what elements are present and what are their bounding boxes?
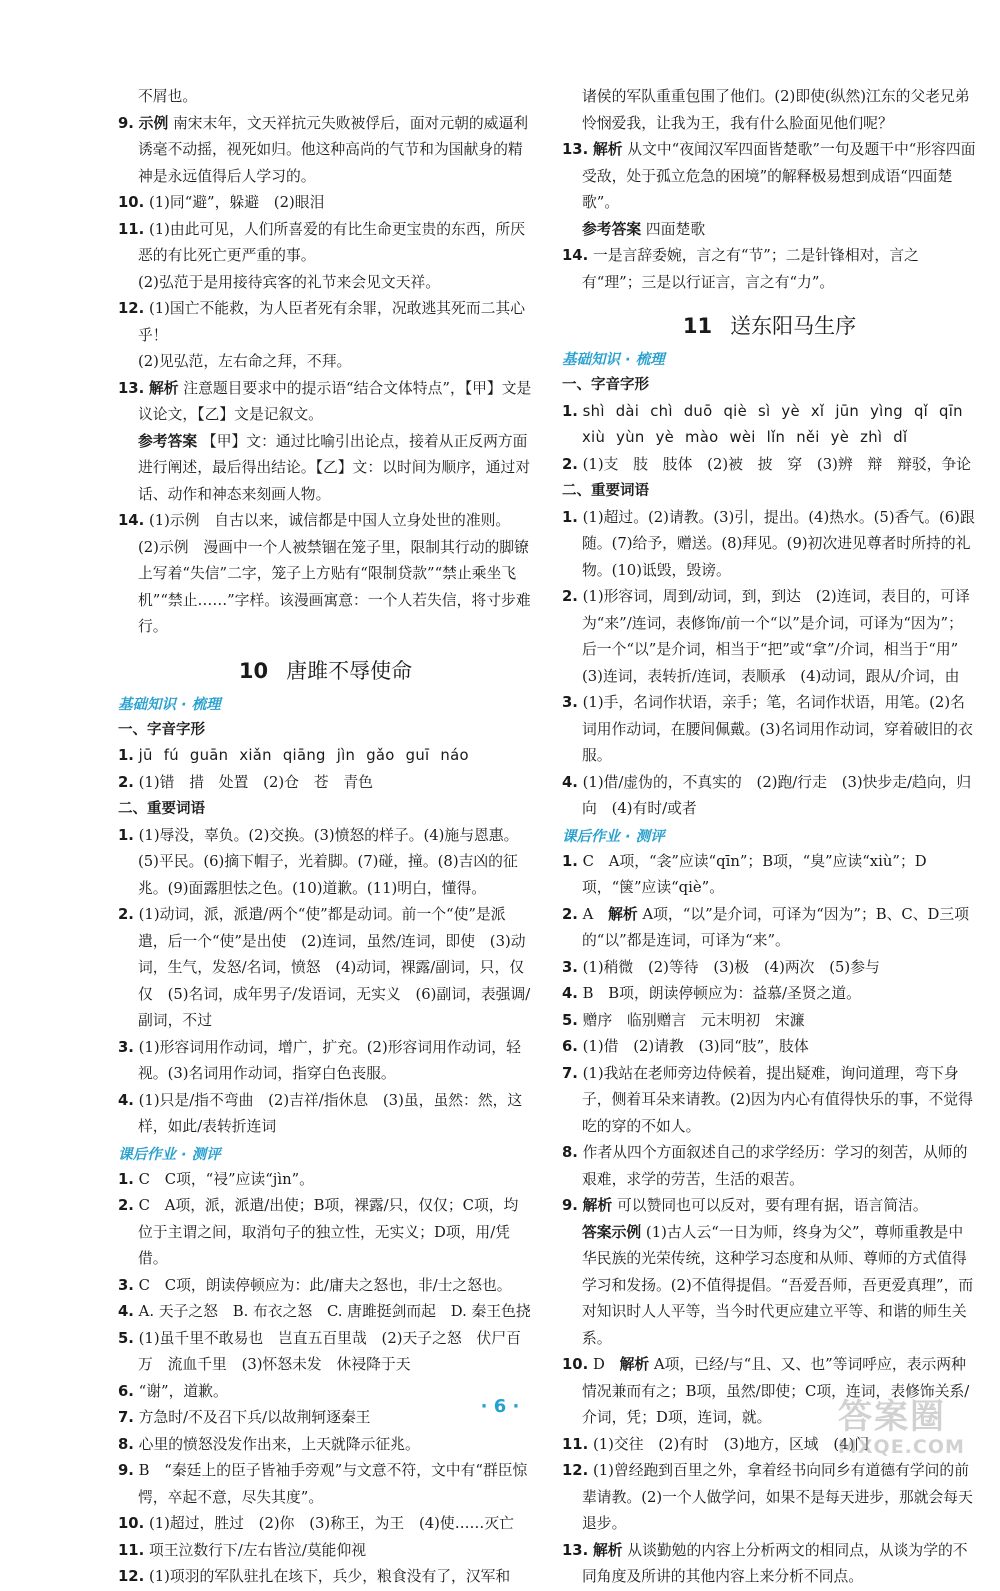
item-number: 8. [562, 1144, 578, 1161]
answer-text: 从谈勤勉的内容上分析两文的相同点，从谈为学的不同角度及所讲的其他内容上来分析不同点。 [582, 1541, 968, 1585]
item-number: 14. [118, 512, 145, 529]
sub-heading: 一、字音字形 [118, 721, 205, 738]
answer-item [118, 743, 533, 770]
item-number: 12. [118, 300, 145, 317]
answer-text: (2)弘范于是用接待宾客的礼节来会见文天祥。 [138, 273, 441, 291]
answer-text: 四面楚歌 [645, 220, 706, 238]
answer-text: (1)错 措 处置 (2)仓 苍 青色 [138, 773, 373, 791]
pinyin-text: shì dài chì duō qiè sì yè xǐ jūn yìng qǐ qīn xiù yùn yè mào wèi lǐn něi yè zhì dǐ [582, 402, 963, 446]
item-number: 3. [118, 1038, 134, 1056]
item-number: 1. [562, 852, 578, 870]
answer-text: (1)只是/指不弯曲 (2)吉祥/指休息 (3)虽，虽然：然，这样，如此/表转折连词 [138, 1091, 523, 1135]
item-number: 2. [562, 455, 578, 473]
answer-text: A. 天子之怒 B. 布衣之怒 C. 唐雎挺剑而起 D. 秦王色挠 [138, 1303, 531, 1320]
lesson-title [118, 653, 533, 689]
answer-text: 可以赞同也可以反对，要有理有据，语言简洁。 [616, 1197, 928, 1214]
section-banner: 基础知识 · 梳理 [562, 352, 665, 368]
right-column [562, 84, 977, 1591]
answer-text: 不屑也。 [138, 88, 198, 105]
answer-item [562, 452, 977, 479]
lesson-title [562, 308, 977, 344]
answer-item [562, 770, 977, 823]
answer-text: (1)辱没，辜负。(2)交换。(3)愤怒的样子。(4)施与恩惠。(5)平民。(6)摘下帽子，光着脚。(7)碰，撞。(8)吉凶的征兆。(9)面露胆怯之色。(10)道歉。(11)明白，懂得。 [138, 826, 519, 897]
item-number: 11. [118, 220, 145, 238]
item-number: 4. [118, 1303, 134, 1320]
answer-text: 项王泣数行下/左右皆泣/莫能仰视 [148, 1541, 367, 1559]
answer-item [562, 399, 977, 452]
answer-text: C A项，派，派遣/出使；B项，裸露/只，仅仅；C项，均位于主谓之间，取消句子的独立性，无实义；D项，用/凭借。 [138, 1197, 519, 1267]
answer-continuation [118, 349, 533, 376]
item-number: 13. [562, 1541, 589, 1559]
answer-continuation [118, 84, 533, 111]
item-number: 11. [118, 1541, 145, 1559]
answer-text: (1)动词，派，派遣/两个“使”都是动词。前一个“使”是派遣，后一个“使”是出使 (2)连词，虽然/连词，即使 (3)动词，生气，发怒/名词，愤怒 (4)动词，裸露/副词，只，仅仅 (5)名词，成年男子/发语词，无实义 (6)副词，表强调/副词，不过 [138, 906, 531, 1029]
answer-text: 方急时/不及召下兵/以故荆轲逐秦王 [138, 1409, 371, 1426]
answer-item [118, 508, 533, 535]
keyword-label: 示例 [138, 114, 169, 132]
item-number: 2. [118, 1197, 134, 1214]
keyword-label: 解析 [592, 141, 623, 158]
answer-text: (1)借/虚伪的，不真实的 (2)跑/行走 (3)快步走/趋向，归向 (4)有时/或者 [582, 773, 972, 817]
answer-text: (2)见弘范，左右命之拜，不拜。 [138, 353, 352, 370]
answer-text: (1)项羽的军队驻扎在垓下，兵少，粮食没有了，汉军和 [148, 1568, 511, 1585]
item-number: 9. [118, 114, 134, 132]
keyword-label: 解析 [582, 1197, 613, 1214]
answer-item [118, 1193, 533, 1273]
answer-text: 注意题目要求中的提示语“结合文体特点”，【甲】文是议论文，【乙】文是记叙文。 [138, 379, 532, 423]
keyword-label: 参考答案 [582, 220, 642, 238]
left-column [118, 84, 533, 1591]
answer-text: A项，“以”是介词，可译为“因为”；B、C、D三项的“以”都是连词，可译为“来”。 [582, 905, 970, 949]
item-number: 9. [562, 1197, 578, 1214]
lesson-title-text: 唐雎不辱使命 [286, 658, 413, 683]
answer-item [562, 902, 977, 955]
answer-text: (1)支 肢 肢体 (2)被 披 穿 (3)辨 辩 辩驳，争论 [582, 455, 972, 473]
item-number: 2. [562, 588, 578, 605]
watermark-url: MXQE.COM [838, 1436, 965, 1458]
sub-heading: 二、重要词语 [118, 801, 205, 817]
item-number: 9. [118, 1462, 134, 1479]
sub-heading: 二、重要词语 [562, 483, 649, 499]
sub-heading: 一、字音字形 [562, 377, 649, 393]
answer-continuation [562, 217, 977, 244]
answer-item [562, 1193, 977, 1220]
keyword-label: 解析 [592, 1541, 623, 1559]
answer-text: 作者从四个方面叙述自己的求学经历：学习的刻苦，从师的艰难，求学的劳苦，生活的艰苦。 [582, 1144, 968, 1188]
answer-text: (1)形容词，周到/动词，到，到达 (2)连词，表目的，可译为“来”/连词，表修饰/前一个“以”是介词，可译为“因为”；后一个“以”是介词，相当于“把”或“拿”/介词，相当于“用” (3)连词，表转折/连词，表顺承 (4)动词，跟从/介词，由 [582, 588, 974, 685]
answer-text: (1)交往 (2)有时 (3)地方，区域 (4)门 [592, 1435, 870, 1453]
answer-item [118, 1564, 533, 1591]
answer-item [118, 1511, 533, 1538]
answer-text: (1)稍微 (2)等待 (3)极 (4)两次 (5)参与 [582, 958, 880, 976]
answer-text: “谢”，道歉。 [138, 1382, 228, 1400]
item-number: 12. [562, 1462, 589, 1479]
answer-text: (2)示例 漫画中一个人被禁锢在笼子里，限制其行动的脚镣上写着“失信”二字，笼子上方贴有“限制贷款”“禁止乘坐飞机”“禁止……”字样。该漫画寓意：一个人若失信，将寸步难行。 [138, 538, 531, 635]
answer-text: (1)超过，胜过 (2)你 (3)称王，为王 (4)使……灭亡 [148, 1515, 514, 1532]
answer-item [562, 981, 977, 1008]
item-number: 5. [118, 1329, 134, 1347]
answer-item [562, 1458, 977, 1538]
section-banner: 基础知识 · 梳理 [118, 696, 221, 713]
answer-item [562, 955, 977, 982]
answer-item [118, 770, 533, 797]
answer-item [118, 1538, 533, 1565]
answer-text: (1)手，名词作状语，亲手；笔，名词作状语，用笔。(2)名词用作动词，在腰间佩戴。(3)名词用作动词，穿着破旧的衣服。 [582, 694, 973, 764]
item-number: 1. [118, 826, 134, 844]
answer-item [118, 1458, 533, 1511]
answer-item [562, 1140, 977, 1193]
answer-item [562, 137, 977, 217]
answer-choice: D [592, 1356, 620, 1373]
item-number: 3. [562, 694, 578, 711]
answer-item [562, 849, 977, 902]
item-number: 3. [562, 958, 578, 976]
answer-text: 诸侯的军队重重包围了他们。(2)即使(纵然)江东的父老兄弟怜悯爱我，让我为王，我有什么脸面见他们呢？ [582, 88, 970, 132]
item-number: 14. [562, 247, 589, 264]
answer-continuation [118, 270, 533, 297]
answer-item [562, 243, 977, 296]
item-number: 10. [562, 1356, 589, 1373]
answer-text: 从文中“夜闻汉军四面皆楚歌”一句及题干中“形容四面受敌，处于孤立危急的困境”的解释极易想到成语“四面楚歌”。 [582, 141, 976, 211]
answer-text: C C项，朗读停顿应为：此/庸夫之怒也，非/士之怒也。 [138, 1276, 512, 1294]
item-number: 13. [562, 141, 589, 158]
item-number: 6. [562, 1038, 578, 1055]
answer-item [562, 584, 977, 690]
answer-item [118, 1167, 533, 1194]
answer-item [118, 1326, 533, 1379]
keyword-label: 答案示例 [582, 1223, 642, 1241]
item-number: 13. [118, 379, 145, 397]
answer-item [118, 1432, 533, 1459]
lesson-title-text: 送东阳马生序 [730, 314, 857, 338]
item-number: 7. [562, 1064, 578, 1082]
item-number: 3. [118, 1276, 134, 1294]
item-number: 6. [118, 1382, 134, 1400]
answer-text: (1)借 (2)请教 (3)同“肢”，肢体 [582, 1038, 809, 1055]
answer-text: A项，已经/与“且、又、也”等词呼应，表示两种情况兼而有之；B项，虽然/即使；C项，连词，表修饰关系/介词，凭；D项，连词，就。 [582, 1356, 970, 1426]
item-number: 10. [118, 1515, 145, 1532]
answer-item [562, 1008, 977, 1035]
answer-item [118, 190, 533, 217]
item-number: 8. [118, 1435, 134, 1453]
answer-text: 心里的愤怒没发作出来，上天就降示征兆。 [138, 1435, 420, 1453]
item-number: 1. [562, 508, 578, 526]
answer-text: (1)曾经跑到百里之外，拿着经书向同乡有道德有学问的前辈请教。(2)一个人做学问，如果不是每天进步，那就会每天退步。 [582, 1462, 973, 1532]
answer-item [562, 1061, 977, 1141]
item-number: 1. [118, 1170, 134, 1188]
answer-continuation [118, 535, 533, 641]
watermark-text: 答案圈 [838, 1397, 946, 1437]
item-number: 4. [562, 985, 578, 1002]
answer-text: 一是言辞委婉，言之有“节”；二是针锋相对，言之有“理”；三是以行证言，言之有“力”。 [582, 247, 919, 291]
pinyin-text: jū fú guān xiǎn qiāng jìn gǎo guī náo [138, 747, 469, 764]
answer-choice: A [582, 905, 609, 923]
answer-item [118, 823, 533, 903]
answer-text: (1)由此可见，人们所喜爱的有比生命更宝贵的东西，所厌恶的有比死亡更严重的事。 [138, 220, 526, 264]
section-banner: 课后作业 · 测评 [562, 828, 665, 845]
lesson-number: 10 [238, 658, 269, 683]
answer-text: (1)形容词用作动词，增广，扩充。(2)形容词用作动词，轻视。(3)名词用作动词，指穿白色丧服。 [138, 1038, 521, 1082]
item-number: 12. [118, 1568, 145, 1585]
page-number: · 6 · [480, 1396, 520, 1417]
answer-text: 【甲】文：通过比喻引出论点，接着从正反两方面进行阐述，最后得出结论。【乙】文：以时间为顺序，通过对话、动作和神态来刻画人物。 [138, 432, 531, 503]
answer-item [118, 1035, 533, 1088]
answer-text: (1)古人云“一日为师，终身为父”，尊师重教是中华民族的光荣传统，这种学习态度和从师、尊师的方式值得学习和发扬。(2)不值得提倡。“吾爱吾师，吾更爱真理”，而对知识时人人平等，当今时代更应建立平等、和谐的师生关系。 [582, 1223, 974, 1347]
answer-item [562, 690, 977, 770]
item-number: 5. [562, 1011, 578, 1029]
answer-text: (1)我站在老师旁边侍候着，提出疑难，询问道理，弯下身子，侧着耳朵来请教。(2)因为内心有值得快乐的事，不觉得吃的穿的不如人。 [582, 1064, 973, 1135]
lesson-number: 11 [682, 314, 713, 338]
item-number: 11. [562, 1435, 589, 1453]
item-number: 1. [562, 402, 578, 420]
answer-text: 赠序 临别赠言 元末明初 宋濂 [582, 1011, 805, 1029]
item-number: 2. [562, 905, 578, 923]
answer-text: (1)示例 自古以来，诚信都是中国人立身处世的准则。 [148, 512, 511, 529]
item-number: 2. [118, 906, 134, 923]
answer-item [562, 505, 977, 585]
item-number: 4. [118, 1091, 134, 1109]
answer-text: C C项，“祲”应读“jìn”。 [138, 1170, 314, 1188]
answer-item [118, 1273, 533, 1300]
answer-text: C A项，“衾”应读“qīn”；B项，“臭”应读“xiù”；D项，“箧”应读“qiè”。 [582, 852, 927, 896]
section-banner: 课后作业 · 测评 [118, 1146, 221, 1163]
item-number: 4. [562, 773, 578, 791]
answer-text: (1)国亡不能救，为人臣者死有余罪，况敢逃其死而二其心乎！ [138, 300, 526, 344]
answer-item [118, 111, 533, 191]
answer-item [118, 296, 533, 349]
answer-item [118, 1088, 533, 1141]
answer-item [118, 902, 533, 1035]
answer-text: (1)同“避”，躲避 (2)眼泪 [148, 194, 325, 211]
keyword-label: 解析 [608, 905, 638, 923]
answer-text: 南宋末年，文天祥抗元失败被俘后，面对元朝的威逼利诱毫不动摇，视死如归。他这种高尚的气节和为国献身的精神是永远值得后人学习的。 [138, 114, 529, 185]
keyword-label: 解析 [148, 379, 179, 397]
answer-item [118, 376, 533, 429]
keyword-label: 参考答案 [138, 432, 198, 450]
answer-item [562, 1034, 977, 1061]
answer-text: B B项，朗读停顿应为：益慕/圣贤之道。 [582, 985, 861, 1002]
answer-continuation [562, 84, 977, 137]
item-number: 1. [118, 747, 134, 764]
answer-continuation [118, 429, 533, 509]
answer-item [118, 217, 533, 270]
keyword-label: 解析 [619, 1356, 650, 1373]
answer-item [118, 1299, 533, 1326]
answer-item [562, 1538, 977, 1591]
item-number: 7. [118, 1409, 134, 1426]
answer-text: B “秦廷上的臣子皆袖手旁观”与文意不符，文中有“群臣惊愕，卒起不意，尽失其度”。 [138, 1462, 528, 1506]
item-number: 10. [118, 194, 145, 211]
answer-continuation [562, 1220, 977, 1353]
watermark-logo [838, 1398, 984, 1462]
answer-text: (1)超过。(2)请教。(3)引，提出。(4)热水。(5)香气。(6)跟随。(7)给予，赠送。(8)拜见。(9)初次进见尊者时所持的礼物。(10)诋毁，毁谤。 [582, 508, 975, 579]
item-number: 2. [118, 773, 134, 791]
answer-text: (1)虽千里不敢易也 岂直五百里哉 (2)天子之怒 伏尸百万 流血千里 (3)怀怒未发 休祲降于天 [138, 1329, 521, 1373]
